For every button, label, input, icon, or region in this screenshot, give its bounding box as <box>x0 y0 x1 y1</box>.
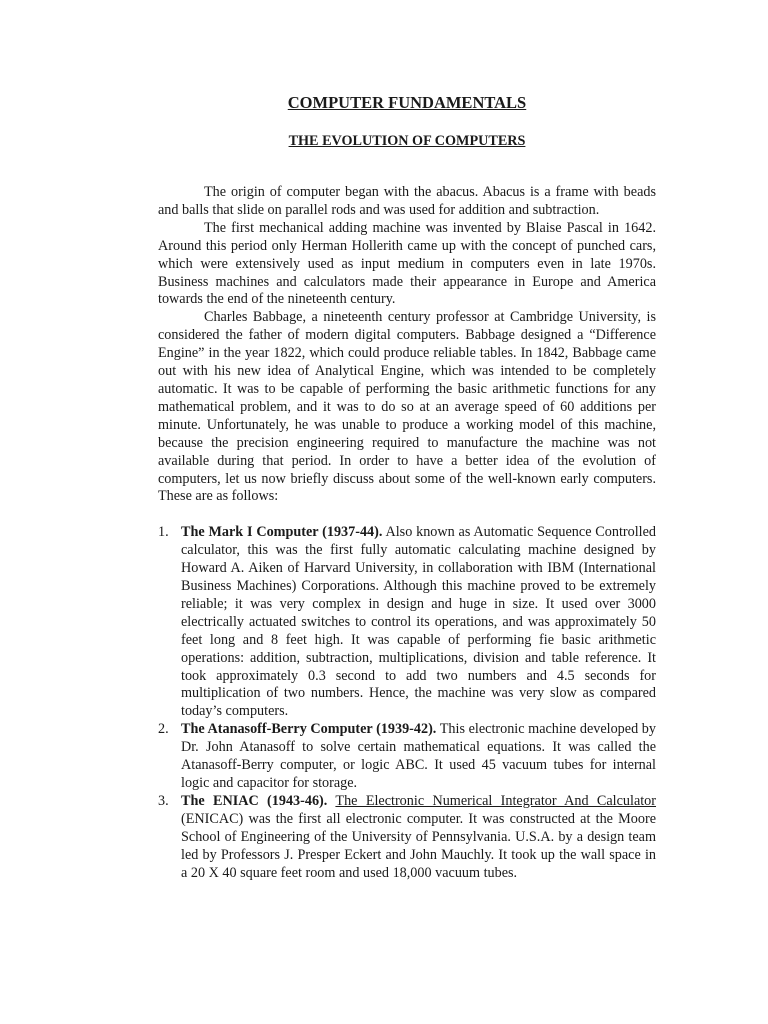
document-page <box>158 93 656 882</box>
list-item-body: Also known as Automatic Sequence Controlled calculator, this was the first fully automatic calculating machine designed by Howard A. Aiken of Harvard University, in collaboration with IBM (International Business Machines) Corporations. Although this machine proved to be extremely reliable; it was very complex in design and huge in size. It used over 3000 electrically actuated switches to control its operations, and was approximately 50 feet long and 8 feet high. It was capable of performing fie basic arithmetic operations: addition, subtraction, multiplications, division and table reference. It took approximately 0.3 second to add two numbers and 4.5 seconds for multiplication of two numbers. Hence, the machine was very slow as compared today’s computers. <box>181 524 656 720</box>
list-item-eniac <box>158 793 656 883</box>
list-item-mark-i <box>158 524 656 721</box>
paragraph-babbage: Charles Babbage, a nineteenth century professor at Cambridge University, is considered the father of modern digital computers. Babbage designed a “Difference Engine” in the year 1822, which could produce reliable tables. In 1842, Babbage came out with his new idea of Analytical Engine, which was intended to be completely automatic. It was to be capable of performing the basic arithmetic functions for any mathematical problem, and it was to do so at an average speed of 60 additions per minute. Unfortunately, he was unable to produce a working model of this machine, because the precision engineering required to manufacture the machine was not available during that period. In order to have a better idea of the evolution of computers, let us now briefly discuss about some of the well-known early computers. These are as follows: <box>158 309 656 505</box>
list-item-atanasoff-berry <box>158 721 656 793</box>
list-item-heading: The Mark I Computer (1937-44). <box>181 524 383 541</box>
section-spacer <box>158 506 656 524</box>
list-item-underlined-term: The Electronic Numerical Integrator And Calculator <box>335 792 657 809</box>
list-item-heading: The ENIAC (1943-46). <box>181 792 328 809</box>
list-item-body: (ENICAC) was the first all electronic computer. It was constructed at the Moore School of Engineering of the University of Pennsylvania. U.S.A. by a design team led by Professors J. Presper Eckert and John Mauchly. It took up the wall space in a 20 X 40 square feet room and used 18,000 vacuum tubes. <box>181 810 656 881</box>
list-number: 2. <box>158 721 169 738</box>
paragraph-pascal: The first mechanical adding machine was invented by Blaise Pascal in 1642. Around this period only Herman Hollerith came up with the concept of punched cars, which were extensively used as input medium in computers even in late 1970s. Business machines and calculators made their appearance in Europe and America towards the end of the nineteenth century. <box>158 219 656 308</box>
document-subtitle: THE EVOLUTION OF COMPUTERS <box>288 133 526 149</box>
list-item-body: This electronic machine developed by Dr. John Atanasoff to solve certain mathematical equations. It was called the Atanasoff-Berry computer, or logic ABC. It used 45 vacuum tubes for internal logic and capacitor for storage. <box>181 721 656 791</box>
paragraph-abacus: The origin of computer began with the abacus. Abacus is a frame with beads and balls that slide on parallel rods and was used for addition and subtraction. <box>158 184 656 218</box>
document-title: COMPUTER FUNDAMENTALS <box>287 93 527 112</box>
early-computers-list <box>158 524 656 882</box>
list-number: 3. <box>158 792 169 809</box>
list-item-heading: The Atanasoff-Berry Computer (1939-42). <box>181 721 437 738</box>
list-number: 1. <box>158 524 169 541</box>
